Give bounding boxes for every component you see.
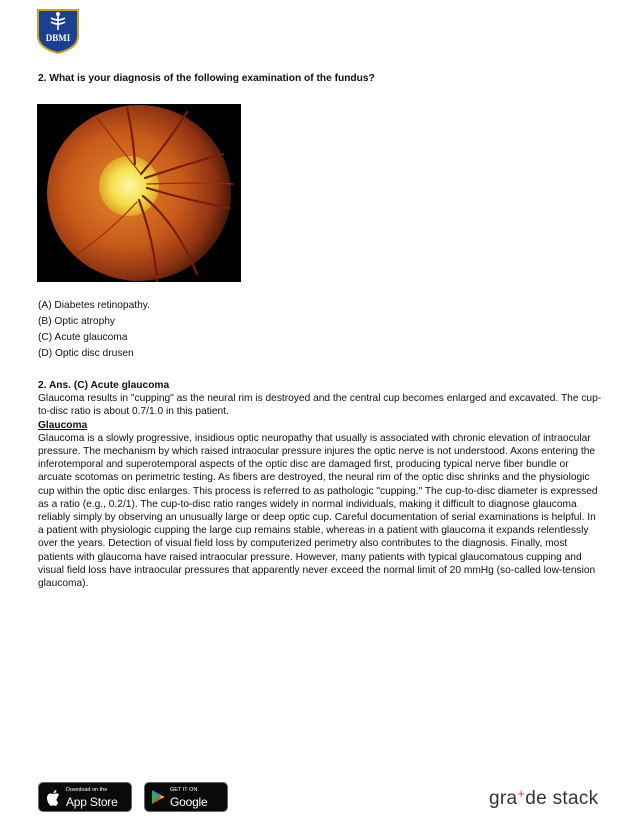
google-play-button[interactable]	[144, 782, 228, 823]
section-title: Glaucoma	[38, 419, 88, 431]
option-a: (A) Diabetes retinopathy.	[38, 300, 150, 311]
appstore-big-text: App Store	[66, 795, 118, 809]
answer-explanation	[38, 379, 604, 590]
question-text: 2. What is your diagnosis of the following examination of the fundus?	[38, 73, 375, 84]
gplay-big-text: Google play	[170, 795, 208, 823]
gradestack-logo	[489, 788, 598, 810]
brand-left-text: gra	[489, 788, 518, 809]
apple-icon	[46, 789, 60, 811]
answer-title: 2. Ans. (C) Acute glaucoma	[38, 380, 170, 391]
option-b: (B) Optic atrophy	[38, 316, 115, 327]
gplay-small-text: GET IT ON	[170, 787, 198, 793]
play-icon	[151, 789, 165, 810]
answer-options	[38, 298, 150, 362]
answer-paragraph-2: Glaucoma is a slowly progressive, insidious optic neuropathy that usually is associated with chronic elevation of intraocular pressure. The mechanism by which raised intraocular pressure injures the optic nerve is not understood. Axons entering the inferotemporal and superotemporal aspects of the optic disc are damaged first, producing typical nerve fiber bundle or arcuate scotomas on perimetric testing. As fibers are destroyed, the neural rim of the optic disc shrinks and the physiologic cup within the optic disc enlarges. This process is referred to as pathologic "cupping." The cup-to-disc diameter is expressed as a ratio (e.g., 0.2/1). The cup-to-disc ratio ranges widely in normal individuals, making it difficult to diagnose glaucoma reliably simply by observing an unusually large or deep optic cup. Careful documentation of serial examinations is helpful. In a patient with physiologic cupping the large cup remains stable, whereas in a patient with glaucoma it expands relentlessly over the years. Detection of visual field loss by computerized perimetry also contributes to the diagnosis. Finally, most patients with glaucoma have raised intraocular pressure. However, many patients with typical glaucomatous cupping and visual field loss have intraocular pressures that apparently never exceed the normal limit of 20 mmHg (so-called low-tension glaucoma).	[38, 432, 598, 590]
appstore-small-text: Download on the	[66, 787, 108, 793]
dbmi-logo	[36, 8, 80, 54]
answer-paragraph-1: Glaucoma results in "cupping" as the neural rim is destroyed and the central cup becomes enlarged and excavated. The cup-to-disc ratio is about 0.7/1.0 in this patient.	[38, 393, 602, 418]
fundus-photo	[37, 104, 241, 282]
brand-plus: +	[517, 786, 526, 801]
logo-text: DBMI	[45, 33, 71, 43]
app-store-button[interactable]	[38, 782, 132, 812]
brand-right-text: de stack	[525, 788, 599, 809]
option-c: (C) Acute glaucoma	[38, 332, 128, 343]
option-d: (D) Optic disc drusen	[38, 348, 134, 359]
